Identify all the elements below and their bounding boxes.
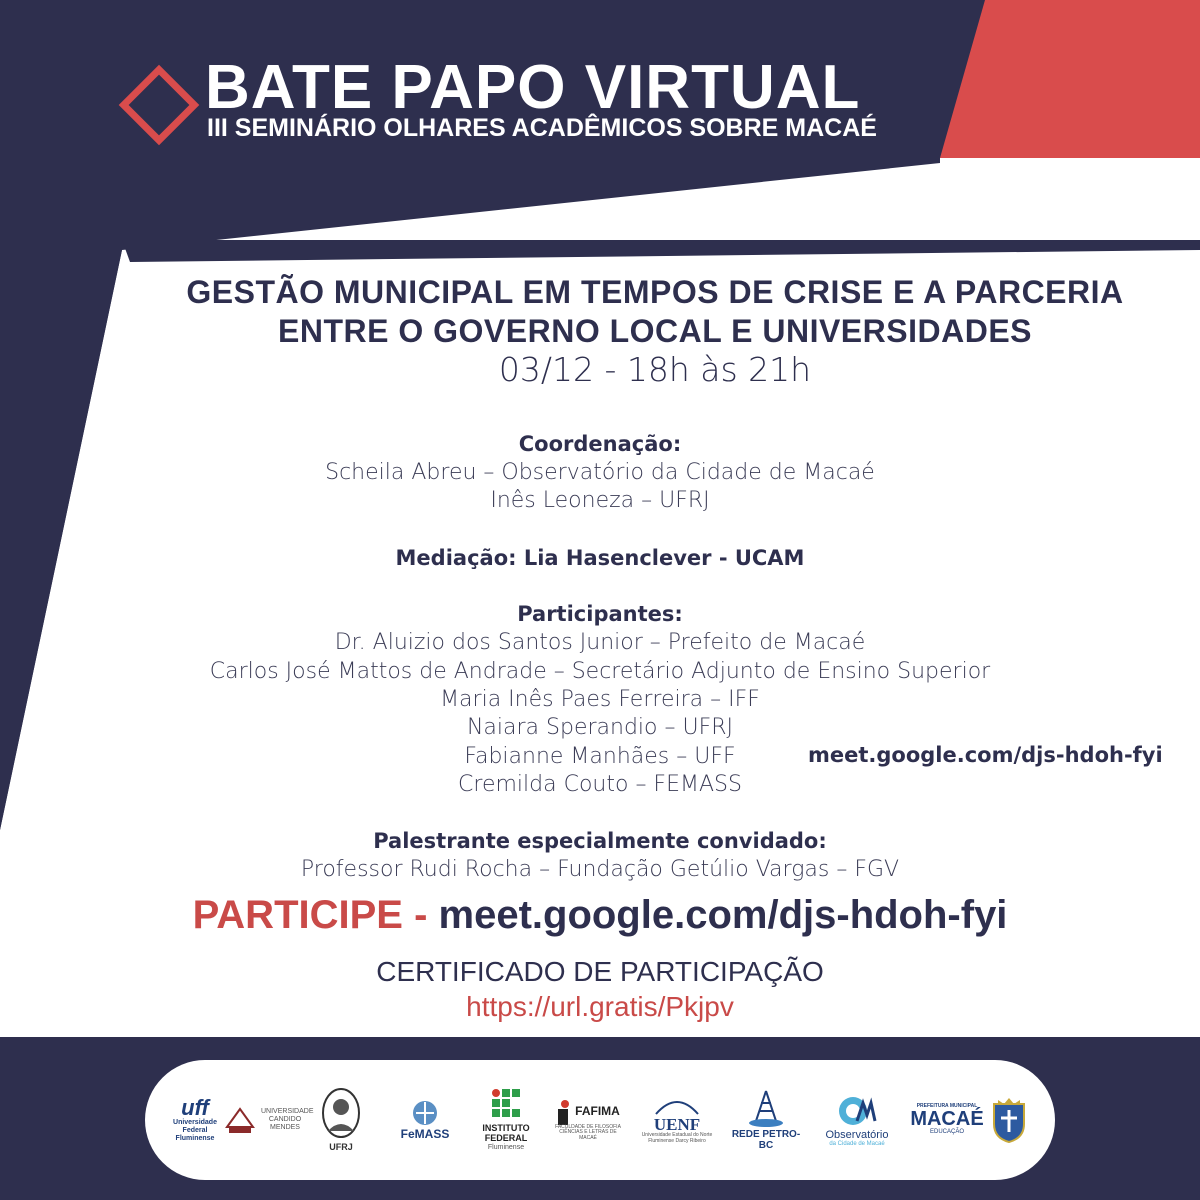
page-title: BATE PAPO VIRTUAL [205,53,861,122]
participant-item: Naiara Sperandio – UFRJ [466,715,734,740]
femass-globe-icon [410,1098,440,1128]
observatorio-logo: Observatório da Cidade de Macaé [812,1080,902,1160]
coordination-person: Inês Leoneza – UFRJ [490,488,710,513]
certificate-link[interactable]: https://url.gratis/Pkjpv [466,991,734,1022]
uenf-logo: UENF Universidade Estadual do Norte Fluminense Darcy Ribeiro [640,1080,714,1160]
headline-line-2: ENTRE O GOVERNO LOCAL E UNIVERSIDADES [278,313,1032,349]
headline-line-1: GESTÃO MUNICIPAL EM TEMPOS DE CRISE E A PARCERIA [186,274,1124,310]
iff-logo: INSTITUTO FEDERAL Fluminense [472,1080,540,1160]
fafima-mark-icon [556,1099,572,1125]
meet-link-main[interactable]: meet.google.com/djs-hdoh-fyi [438,893,1008,937]
ucam-crest-icon [223,1103,257,1137]
certificate-label: CERTIFICADO DE PARTICIPAÇÃO [376,956,824,987]
mediation-line: Mediação: Lia Hasenclever - UCAM [395,546,805,570]
page-subtitle: III SEMINÁRIO OLHARES ACADÊMICOS SOBRE MACAÉ [207,114,877,142]
macae-coat-of-arms-icon [988,1096,1030,1144]
uff-logo: uff Universidade Federal Fluminense [173,1095,217,1142]
uenf-arc-icon [652,1096,702,1116]
iff-grid-icon [491,1088,521,1124]
ufrj-logo: UFRJ [312,1080,370,1160]
diamond-icon [118,64,200,146]
meet-link-side[interactable]: meet.google.com/djs-hdoh-fyi [808,743,1163,767]
participant-item: Fabianne Manhães – UFF [464,744,736,769]
ufrj-seal-icon [318,1087,364,1143]
participe-line [0,893,1200,938]
red-corner-shape [940,0,1200,158]
participant-item: Dr. Aluizio dos Santos Junior – Prefeito de Macaé [334,630,866,655]
participe-prefix: PARTICIPE - [192,893,439,937]
participant-item: Cremilda Couto – FEMASS [458,772,742,797]
participant-item: Maria Inês Paes Ferreira – IFF [440,687,760,712]
observatorio-mark-icon [837,1093,877,1129]
ucam-logo: UNIVERSIDADE CANDIDO MENDES [222,1080,310,1160]
guest-person: Professor Rudi Rocha – Fundação Getúlio Vargas – FGV [300,857,900,882]
participant-item: Carlos José Mattos de Andrade – Secretário Adjunto de Ensino Superior [209,659,991,684]
oil-derrick-icon [746,1089,786,1129]
macae-logo: PREFEITURA MUNICIPAL MACAÉ EDUCAÇÃO [905,1080,1035,1160]
participants-label: Participantes: [517,602,683,626]
fafima-logo: FAFIMA FACULDADE DE FILOSOFIA CIÊNCIAS E LETRAS DE MACAÉ [550,1080,626,1160]
event-date: 03/12 - 18h às 21h [498,350,812,389]
coordination-label: Coordenação: [518,432,682,456]
coordination-person: Scheila Abreu – Observatório da Cidade de Macaé [325,460,875,485]
femass-logo: FeMASS [385,1080,465,1160]
rede-petro-logo: REDE PETRO-BC [728,1080,804,1160]
guest-label: Palestrante especialmente convidado: [373,829,827,853]
